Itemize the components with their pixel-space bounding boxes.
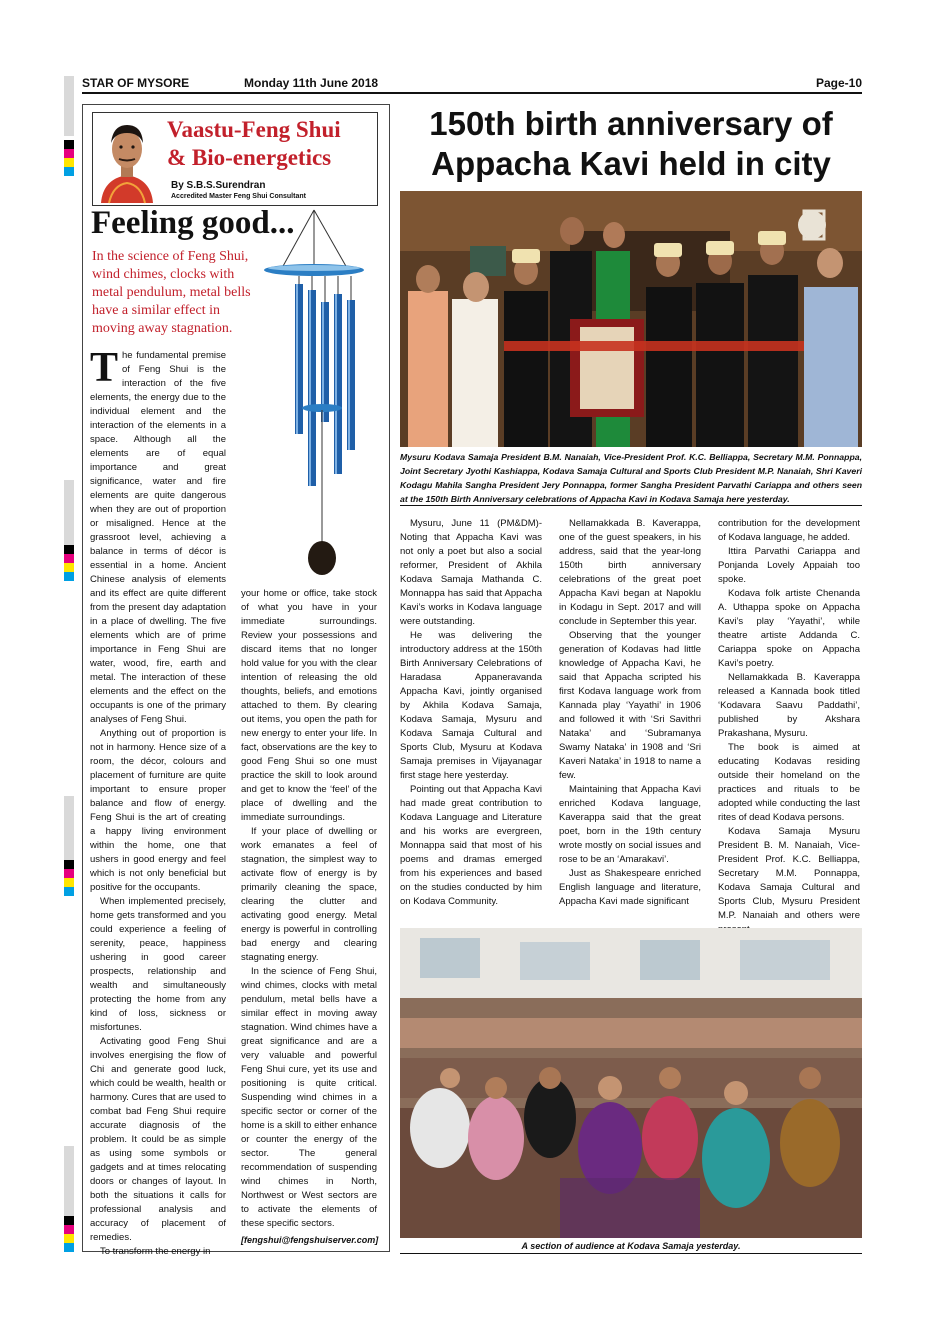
column-text-right bbox=[241, 587, 377, 1247]
column-paragraph: your home or office, take stock of what you have in your immediate surroundings. Review your possessions and discard items that no longer hold value for you with the clear intention of releasing the old thoughts, beliefs, and emotions attached to them. By clearing out items, you open the path for new energy to enter your life. In fact, observations are the key to good Feng Shui so one must practice the skill to look around and get to know the ‘feel’ of the place of dwelling and the immediate surroundings. bbox=[241, 588, 377, 823]
news-paragraph: Maintaining that Appacha Kavi enriched Kodava language, Kaverappa said that the great poet, born in the 19th century wrote mostly on social issues and rose to be an ‘Amarakavi’. bbox=[559, 784, 701, 865]
news-column-3 bbox=[718, 517, 860, 925]
column-paragraph: he fundamental premise of Feng Shui is the interaction of the five elements, the energy due to the individual element and the interaction of the elements in a space. Although all the elements are of equal importance and great significance, water and fire elements are quite dangerous when they are out of proportion or misaligned. Hence at the grassroot level, achieving a balance in terms of décor is essential in a home. Ancient Chinese analysis of elements and its effect are quite different from the present day adaptation in a place of dwelling. The five elements which are of prime importance in Feng Shui are water, wood, fire, earth and metal. The interaction of these elements and the effect on the occupants is one of the primary analyses of Feng Shui. bbox=[90, 350, 226, 725]
column-paragraph: If your place of dwelling or work emanates a feel of stagnation, the simplest way to activate flow of energy is by primarily cleaning the space, clearing the clutter and activating good energy. Metal energy is powerful in controlling bad energy and clearing stagnating energy. bbox=[241, 826, 377, 963]
banner-title-line2: & Bio-energetics bbox=[167, 145, 332, 170]
column-paragraph: Activating good Feng Shui involves energising the flow of Chi and generate good luck, which could be wealth, health or harmony. Cures that are used to combat bad Feng Shui require accurate diagnosis of the problem. It could be as simple as using some symbols or gadgets and at times relocating doors or changes of layout. In both the situations it calls for professional analysis and accuracy of placement of remedies. bbox=[90, 1036, 226, 1243]
columnist-photo bbox=[95, 115, 159, 203]
news-paragraph: Pointing out that Appacha Kavi had made great contribution to Kodava Language and Literature and his works are evergreen, Monnappa said that most of his poems and dramas emerged from his experiences and based on the studies conducted by him on Kodava Community. bbox=[400, 784, 542, 907]
news-column-2 bbox=[559, 517, 701, 925]
news-paragraph: Kodava Samaja Mysuru President B. M. Nanaiah, Vice-President Prof. K.C. Belliappa, Secretary M.M. Ponnappa, Kodava Samaja Cultural and Sports Club, Mysuru President M.P. Nanaiah and others were bbox=[718, 826, 860, 921]
author-email: [fengshui@fengshuiserver.com] bbox=[241, 1235, 379, 1245]
wind-chime-illustration bbox=[252, 210, 372, 580]
photo-caption: Mysuru Kodava Samaja President B.M. Nanaiah, Vice-President Prof. K.C. Belliappa, Secretary M.M. Ponnappa, Joint Secretary Jyothi Kashiappa, Kodava Samaja Cultural and Sports Club President M.P. Nanaiah, Shri Kaveri Kodagu Mahila Sangha President Jery Ponnappa, former Sangha President Parvathi Cariappa and others seen at the 150th Birth Anniversary celebrations of Appacha Kavi in Kodava Samaja here yesterday. bbox=[400, 452, 862, 504]
news-paragraph: Nellamakkada B. Kaverappa, one of the guest speakers, in his address, said that the year-long 150th birth anniversary celebrations of the great poet Appacha Kavi began at Napoklu in Kodagu in Sept. 2017 and will conclude in September this year. bbox=[559, 518, 701, 627]
news-column-1 bbox=[400, 517, 542, 925]
byline: By S.B.S.Surendran bbox=[171, 180, 266, 191]
publication-name: STAR OF MYSORE bbox=[82, 76, 190, 90]
caption-rule bbox=[400, 1253, 862, 1254]
column-paragraph: To transform the energy in bbox=[100, 1246, 211, 1257]
news-paragraph: Mysuru, June 11 (PM&DM)- Noting that Appacha Kavi was not only a poet but also a social reformer, President of Akhila Kodava Samaja Mathanda C. Monnappa has said that Appacha Kavi’s works in Kodava language were outstanding. bbox=[400, 518, 542, 627]
column-text-left bbox=[90, 345, 226, 1257]
audience-photo bbox=[400, 928, 862, 1238]
drop-cap: T bbox=[90, 345, 119, 391]
news-paragraph: The book is aimed at educating Kodavas residing outside their homeland on the practices and rituals to be adopted while conducting the last rites of dead Kodava persons. bbox=[718, 742, 860, 823]
news-paragraph: Observing that the younger generation of Kodavas had little knowledge of Appacha Kavi, he said that Appacha scripted his first Kodava language work from Kannada play ‘Yayathi’ in 1906 and followed it with ‘Sri Savithri Nataka’ and ‘Subramanya Swamy Nataka’ in 1908 and ‘Sri Kaveri Nataka’ in 1918 to name a few. bbox=[559, 630, 701, 781]
column-paragraph: When implemented precisely, home gets transformed and you could experience a feeling of serenity, peace, happiness ushering in good career prospects, relationship and wealth and simultaneously protecting the home from any kind of loss, sickness or misfortunes. bbox=[90, 896, 226, 1033]
audience-caption: A section of audience at Kodava Samaja yesterday. bbox=[521, 1241, 741, 1251]
masthead-rule bbox=[82, 92, 862, 94]
registration-strip bbox=[64, 76, 74, 1256]
issue-date: Monday 11th June 2018 bbox=[244, 76, 379, 90]
caption-rule bbox=[400, 505, 862, 506]
news-paragraph: Ittira Parvathi Cariappa and Ponjanda Lovely Appaiah too spoke. bbox=[718, 546, 860, 585]
banner-title-line1: Vaastu-Feng Shui bbox=[167, 117, 341, 142]
news-paragraph: Just as Shakespeare enriched English language and literature, Appacha Kavi made significant bbox=[559, 868, 701, 907]
column-paragraph: Anything out of proportion is not in harmony. Hence size of a room, the décor, colours and placement of furniture are quite important to ensure proper balance and flow of energy. Feng Shui is the art of creating a happy living environment within the home, one that ushers in good energy and feel which is not only beneficial but positive for the occupants. bbox=[90, 728, 226, 893]
credential: Accredited Master Feng Shui Consultant bbox=[171, 193, 306, 200]
page-number: Page-10 bbox=[815, 76, 862, 90]
news-headline: 150th birth anniversary of Appacha Kavi held in city bbox=[429, 105, 833, 182]
column-title: Feeling good... bbox=[91, 205, 295, 241]
column-paragraph: In the science of Feng Shui, wind chimes, clocks with metal pendulum, metal bells have a similar effect in moving away stagnation. Wind chimes have a great significance and are a very valuable and powerful Feng Shui cure, yet its use and positioning is quite critical. Suspending wind chimes in a specific sector or corner of the home is a skill to either enhance or counter the energy of the sector. The general recommendation of suspending wind chimes in North, Northwest or West sectors are to activate the elements of these specific sectors. bbox=[241, 966, 377, 1229]
column-subtitle: In the science of Feng Shui, wind chimes, clocks with metal pendulum, metal bells have a similar effect in moving away stagnation. bbox=[92, 249, 251, 336]
news-paragraph: He was delivering the introductory address at the 150th Birth Anniversary Celebrations of Haradasa Appaneravanda Appacha Kavi, jointly organised by Akhila Kodava Samaja, Kodava Samaja, Mysuru and Kodava Samaja Cultural and Sports Club, Mysuru at Kodava Samaja premises in Vijayanagar first stage here yesterday. bbox=[400, 630, 542, 781]
news-paragraph: Kodava folk artiste Chenanda A. Uthappa spoke on Appacha Kavi’s play ‘Yayathi’, while theatre artiste Addanda C. Cariappa spoke on Appacha Kavi’s poetry. bbox=[718, 588, 860, 669]
news-paragraph: contribution for the development of Kodava language, he added. bbox=[718, 518, 860, 543]
event-photo bbox=[400, 191, 862, 447]
column-banner bbox=[92, 112, 378, 206]
news-paragraph: Nellamakkada B. Kaverappa released a Kannada book titled ‘Kodavara Saavu Paddathi’, published by Akshara Prakashana, Mysuru. bbox=[718, 672, 860, 739]
